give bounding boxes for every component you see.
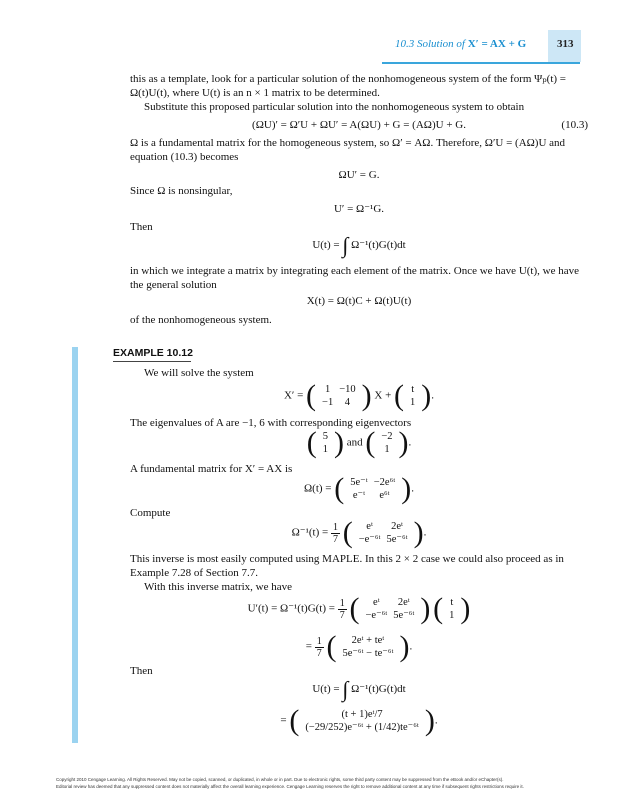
equation-u-prime-product: U′(t) = Ω⁻¹(t)G(t) = $\frac{1}{7}$ ( eᵗ 2eᵗ −e⁻⁶ᵗ 5e⁻⁶ᵗ ) ( t 1 ) (247, 592, 471, 625)
equation-system: X′ = ( 1 −10 −1 4 ) X + ( t 1 ). (283, 379, 435, 412)
running-header (395, 38, 526, 50)
paragraph-substitute: Substitute this proposed particular solution into the nonhomogeneous system to obtain (144, 101, 525, 113)
paragraph-then-2: Then (130, 665, 153, 677)
equation-omega-inverse: Ω⁻¹(t) = $\frac{1}{7}$ ( eᵗ 2eᵗ −e⁻⁶ᵗ 5e⁻⁶ᵗ ). (291, 516, 427, 549)
integral-sign: ∫ (342, 232, 349, 258)
equation-rhs: Ω⁻¹(t)G(t)dt (351, 239, 406, 251)
example-sidebar (72, 347, 78, 743)
equation-number: (10.3) (561, 119, 588, 131)
paragraph-fundamental: Ω is a fundamental matrix for the homogeneous system, so Ω′ = AΩ. Therefore, Ω′U = (AΩ)U and equation (10.3) becomes (130, 137, 566, 163)
paragraph-nonhomogeneous: of the nonhomogeneous system. (130, 314, 272, 326)
page-number: 313 (557, 38, 574, 50)
vector-g: t 1 (410, 384, 416, 408)
and-word: and (346, 436, 363, 449)
equation-u-integral (130, 232, 588, 258)
example-title-rule (113, 361, 191, 362)
fraction-one-seventh: $\frac{1}{7}$ (332, 521, 338, 545)
equation-10-3-body: (ΩU)′ = Ω′U + ΩU′ = A(ΩU) + G = (AΩ)U + G. (252, 119, 466, 131)
integral-sign: ∫ (342, 676, 349, 702)
equation-eigenvectors: ( 5 1 ) and ( −2 1 ). (306, 426, 412, 459)
equation-omega: Ω(t) = ( 5e⁻ᵗ −2e⁶ᵗ e⁻ᵗ e⁶ᵗ ). (304, 472, 414, 505)
matrix-omega: 5e⁻ᵗ −2e⁶ᵗ e⁻ᵗ e⁶ᵗ (350, 477, 396, 501)
paragraph-compute: Compute (130, 507, 171, 519)
header-rule (382, 62, 580, 64)
paragraph-inverse-matrix: With this inverse matrix, we have (144, 581, 293, 593)
paragraph-template: this as a template, look for a particular solution of the nonhomogeneous system of the form Ψₚ(t) = Ω(t)U(t), where U(t) is an n × 1 matrix to be determined. (130, 73, 567, 99)
paragraph-maple: This inverse is most easily computed using MAPLE. In this 2 × 2 case we could also proceed as in Example 7.28 of Section 7.7. (130, 553, 564, 579)
eigenvector-1: 5 1 (322, 431, 328, 455)
paragraph-eigenvalues: The eigenvalues of A are −1, 6 with corresponding eigenvectors (130, 417, 412, 429)
header-section-title: 10.3 Solution of (395, 38, 468, 50)
equation-u-integral-2: U(t) = ∫ Ω⁻¹(t)G(t)dt (312, 676, 406, 702)
vector-u-prime: 2eᵗ + teᵗ 5e⁻⁶ᵗ − te⁻⁶ᵗ (342, 635, 394, 659)
copyright-footer: Copyright 2010 Cengage Learning. All Rights Reserved. May not be copied, scanned, or duplicated, in whole or in part. Due to electronic rights, some third party content may be suppressed from the eBook and/or eChapter(s). Editorial review has deemed that any suppressed content does not materially affect the overall learning experience. Cengage Learning reserves the right to remove additional content at any time if subsequent rights restrictions require it. (56, 777, 524, 789)
matrix-a: 1 −10 −1 4 (322, 384, 356, 408)
eigenvector-2: −2 1 (381, 431, 393, 455)
u-prime-lhs: U′(t) = Ω⁻¹(t)G(t) = (247, 602, 335, 615)
example-title: EXAMPLE 10.12 (113, 347, 193, 359)
header-equation: X′ = AX + G (467, 38, 527, 50)
vector-g-product: t 1 (449, 597, 455, 621)
paragraph-nonsingular: Since Ω is nonsingular, (130, 185, 233, 197)
matrix-inverse-product: eᵗ 2eᵗ −e⁻⁶ᵗ 5e⁻⁶ᵗ (365, 597, 415, 621)
paragraph-integrate: in which we integrate a matrix by integrating each element of the matrix. Once we have U(t), we have the general solution (130, 265, 579, 291)
equation-omega-u: ΩU′ = G. (338, 169, 380, 181)
matrix-omega-inverse: eᵗ 2eᵗ −e⁻⁶ᵗ 5e⁻⁶ᵗ (358, 521, 408, 545)
equation-lhs: U(t) = (312, 239, 340, 251)
omega-lhs: Ω(t) = (304, 482, 332, 495)
equation-u-prime-result: = $\frac{1}{7}$ ( 2eᵗ + teᵗ 5e⁻⁶ᵗ − te⁻⁶ᵗ ). (305, 630, 413, 663)
vector-u-result: (t + 1)eᵗ/7 (−29/252)e⁻⁶ᵗ + (1/42)te⁻⁶ᵗ (305, 709, 419, 733)
system-lhs: X′ = (283, 389, 304, 402)
paragraph-fundamental-matrix: A fundamental matrix for X′ = AX is (130, 463, 293, 475)
equation-10-3 (130, 118, 588, 132)
example-intro: We will solve the system (144, 367, 254, 379)
paragraph-then: Then (130, 221, 153, 233)
equation-general-solution: X(t) = Ω(t)C + Ω(t)U(t) (306, 295, 412, 307)
system-plus: X + (374, 389, 392, 402)
inverse-lhs: Ω⁻¹(t) = (291, 526, 329, 539)
equation-u-prime: U′ = Ω⁻¹G. (333, 203, 385, 215)
equation-u-result: = ( (t + 1)eᵗ/7 (−29/252)e⁻⁶ᵗ + (1/42)te⁻⁶ᵗ ). (280, 704, 438, 737)
